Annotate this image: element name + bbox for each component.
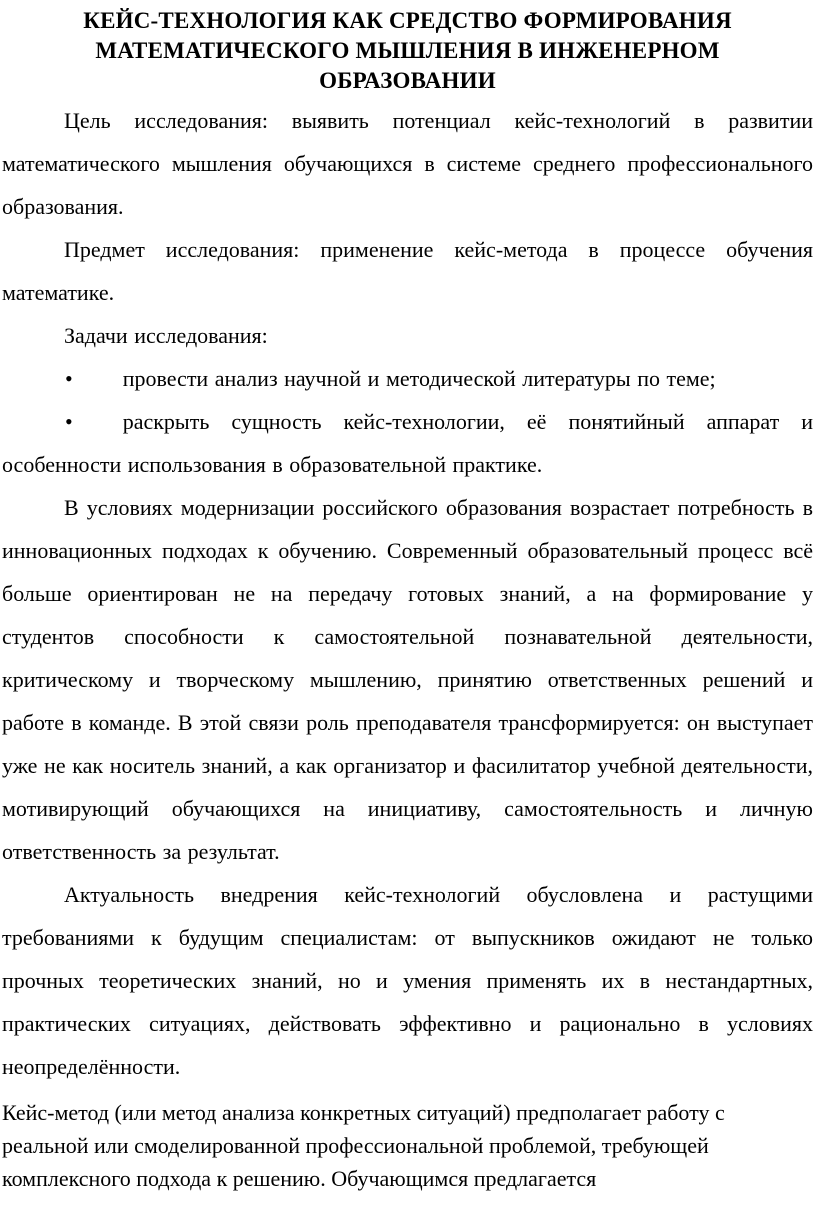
title-line-3: ОБРАЗОВАНИИ: [319, 68, 496, 93]
bullet-icon: •: [65, 409, 73, 434]
bullet-item-2-text: раскрыть сущность кейс-технологии, её понятийный аппарат и особенности использования в образовательной практике.: [2, 409, 813, 477]
title-line-1: КЕЙС-ТЕХНОЛОГИЯ КАК СРЕДСТВО ФОРМИРОВАНИЯ: [83, 8, 732, 33]
paragraph-tasks-heading: Задачи исследования:: [64, 323, 268, 348]
paragraph-modernization: В условиях модернизации российского образования возрастает потребность в инновационных подходах к обучению. Современный образовательный процесс всё больше ориентирован не на передачу готовых знаний, а на формирование у студентов способности к самостоятельной познавательной деятельности, критическому и творческому мышлению, принятию ответственных решений и работе в команде. В этой связи роль преподавателя трансформируется: он выступает уже не как носитель знаний, а как организатор и фасилитатор учебной деятельности, мотивирующий обучающихся на инициативу, самостоятельность и личную ответственность за результат.: [2, 495, 813, 864]
paragraph-goal: Цель исследования: выявить потенциал кейс-технологий в развитии математического мышления обучающихся в системе среднего профессионального образования.: [2, 108, 813, 219]
bullet-icon: •: [65, 366, 73, 391]
paragraph-subject: Предмет исследования: применение кейс-метода в процессе обучения математике.: [2, 237, 813, 305]
bullet-item-2: [2, 400, 813, 486]
bullet-item-1: [2, 357, 813, 400]
paragraph-case-method: Кейс-метод (или метод анализа конкретных ситуаций) предполагает работу с реальной или смоделированной профессиональной проблемой, требующей комплексного подхода к решению. Обучающимся предлагается: [2, 1100, 725, 1191]
document-title: [2, 6, 813, 96]
paragraph-relevance: Актуальность внедрения кейс-технологий обусловлена и растущими требованиями к будущим специалистам: от выпускников ожидают не только прочных теоретических знаний, но и умения применять их в нестандартных, практических ситуациях, действовать эффективно и рационально в условиях неопределённости.: [2, 882, 813, 1079]
title-line-2: МАТЕМАТИЧЕСКОГО МЫШЛЕНИЯ В ИНЖЕНЕРНОМ: [95, 38, 720, 63]
bullet-item-1-text: провести анализ научной и методической литературы по теме;: [122, 366, 716, 391]
